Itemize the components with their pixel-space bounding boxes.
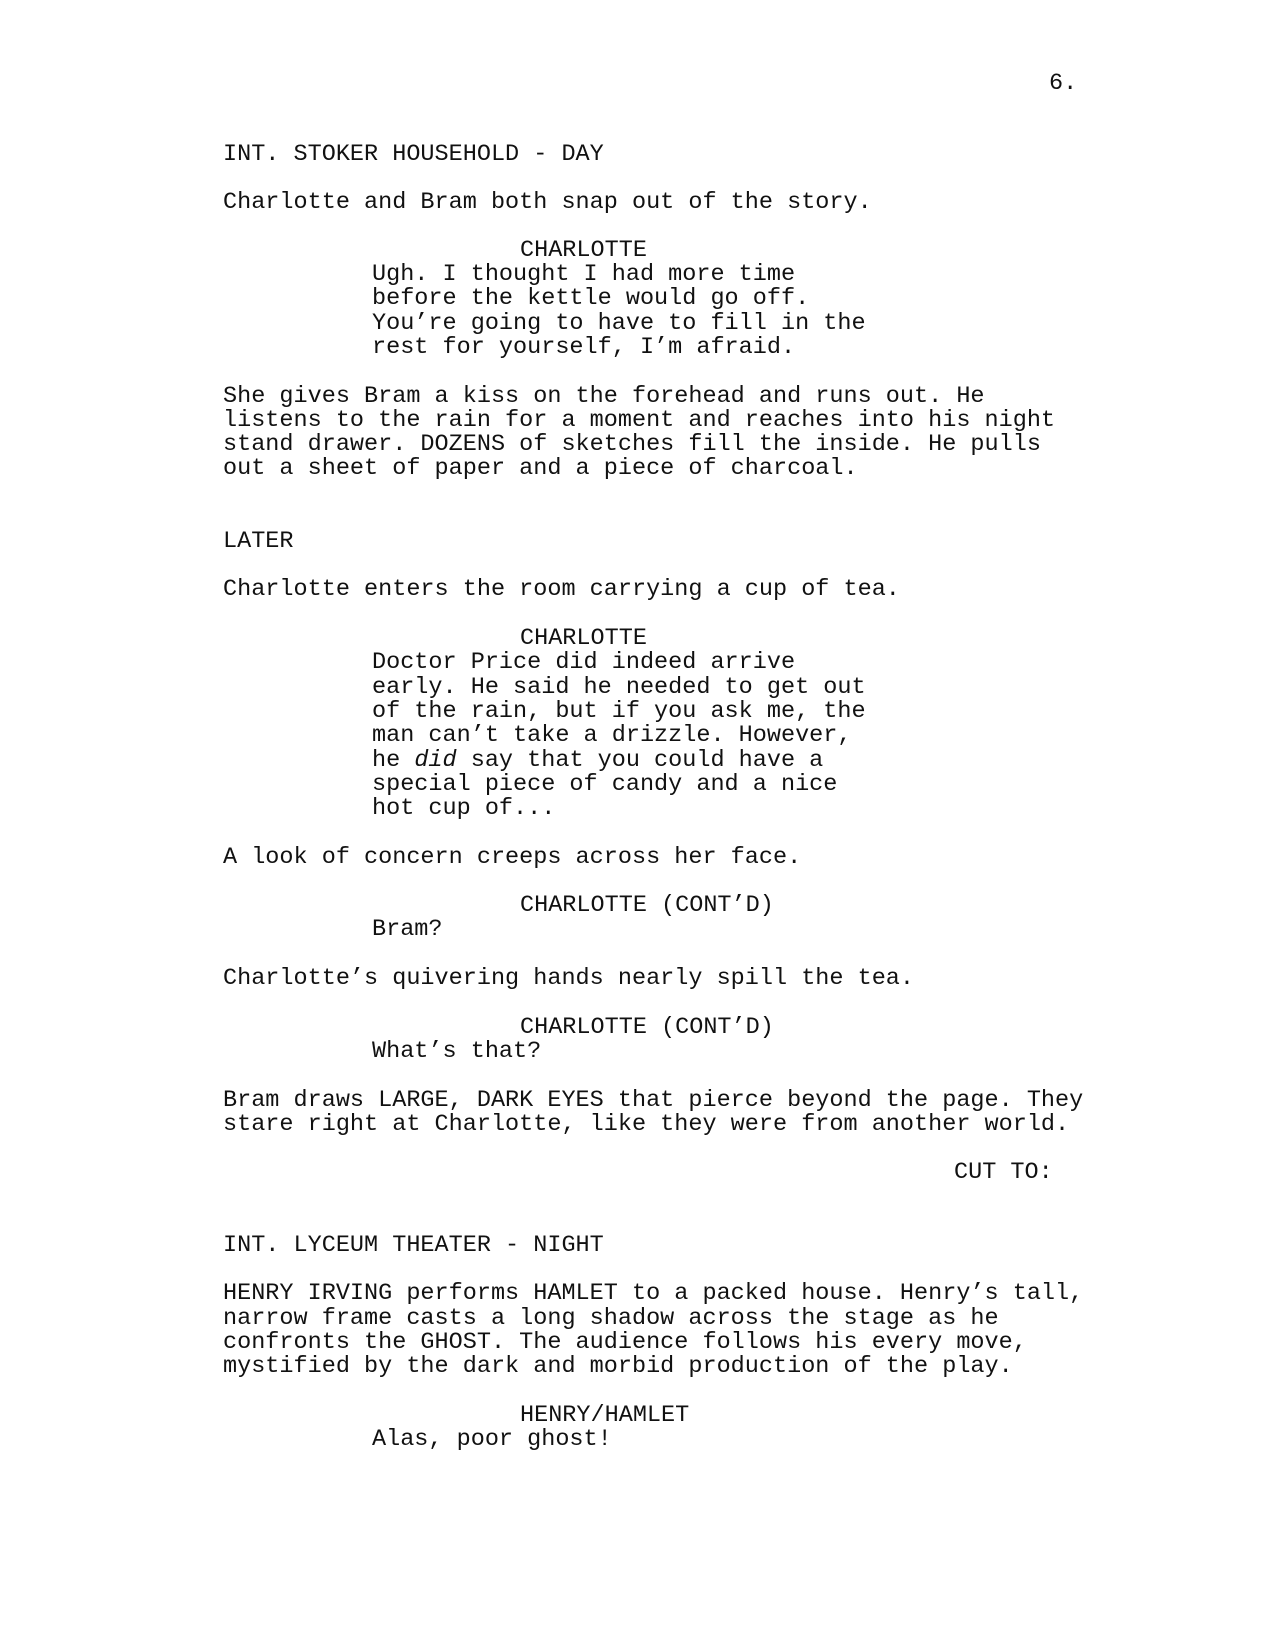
dialogue-line: Alas, poor ghost! (372, 1426, 612, 1453)
dialogue-text: he (372, 747, 415, 774)
action-line: narrow frame casts a long shadow across the stage as he (223, 1305, 999, 1332)
action-line: mystified by the dark and morbid production of the play. (223, 1353, 1013, 1380)
character-name: CHARLOTTE (520, 625, 647, 652)
dialogue-line: Doctor Price did indeed arrive (372, 649, 796, 676)
action-line: stare right at Charlotte, like they were from another world. (223, 1111, 1070, 1138)
action-line: She gives Bram a kiss on the forehead and runs out. He (223, 383, 985, 410)
action-line: stand drawer. DOZENS of sketches fill the inside. He pulls (223, 431, 1041, 458)
dialogue-line: You’re going to have to fill in the (372, 310, 866, 337)
dialogue-line: man can’t take a drizzle. However, (372, 722, 852, 749)
scene-heading: INT. STOKER HOUSEHOLD - DAY (223, 141, 604, 168)
action-line: Bram draws LARGE, DARK EYES that pierce beyond the page. They (223, 1087, 1084, 1114)
scene-heading: LATER (223, 528, 294, 555)
action-line: HENRY IRVING performs HAMLET to a packed house. Henry’s tall, (223, 1280, 1084, 1307)
action-line: confronts the GHOST. The audience follows his every move, (223, 1329, 1027, 1356)
action-line: Charlotte and Bram both snap out of the story. (223, 189, 872, 216)
dialogue-line (372, 749, 823, 774)
emphasis-text: did (414, 747, 457, 774)
character-name: CHARLOTTE (CONT’D) (520, 892, 774, 919)
dialogue-line: before the kettle would go off. (372, 285, 810, 312)
character-name: CHARLOTTE (520, 237, 647, 264)
action-line: A look of concern creeps across her face. (223, 844, 802, 871)
character-name: HENRY/HAMLET (520, 1402, 690, 1429)
action-line: listens to the rain for a moment and reaches into his night (223, 407, 1056, 434)
action-line: Charlotte enters the room carrying a cup of tea. (223, 576, 900, 603)
dialogue-line: early. He said he needed to get out (372, 674, 866, 701)
action-line: out a sheet of paper and a piece of charcoal. (223, 455, 858, 482)
character-name: CHARLOTTE (CONT’D) (520, 1014, 774, 1041)
dialogue-line: What’s that? (372, 1038, 542, 1065)
dialogue-line: of the rain, but if you ask me, the (372, 698, 866, 725)
dialogue-line: rest for yourself, I’m afraid. (372, 334, 796, 361)
transition: CUT TO: (954, 1159, 1053, 1186)
dialogue-line: special piece of candy and a nice (372, 771, 838, 798)
page-number: 6. (1049, 70, 1078, 97)
action-line: Charlotte’s quivering hands nearly spill the tea. (223, 965, 915, 992)
dialogue-line: Ugh. I thought I had more time (372, 261, 796, 288)
scene-heading: INT. LYCEUM THEATER - NIGHT (223, 1232, 604, 1259)
dialogue-line: Bram? (372, 916, 443, 943)
dialogue-text: say that you could have a (456, 747, 824, 774)
dialogue-line: hot cup of... (372, 795, 556, 822)
